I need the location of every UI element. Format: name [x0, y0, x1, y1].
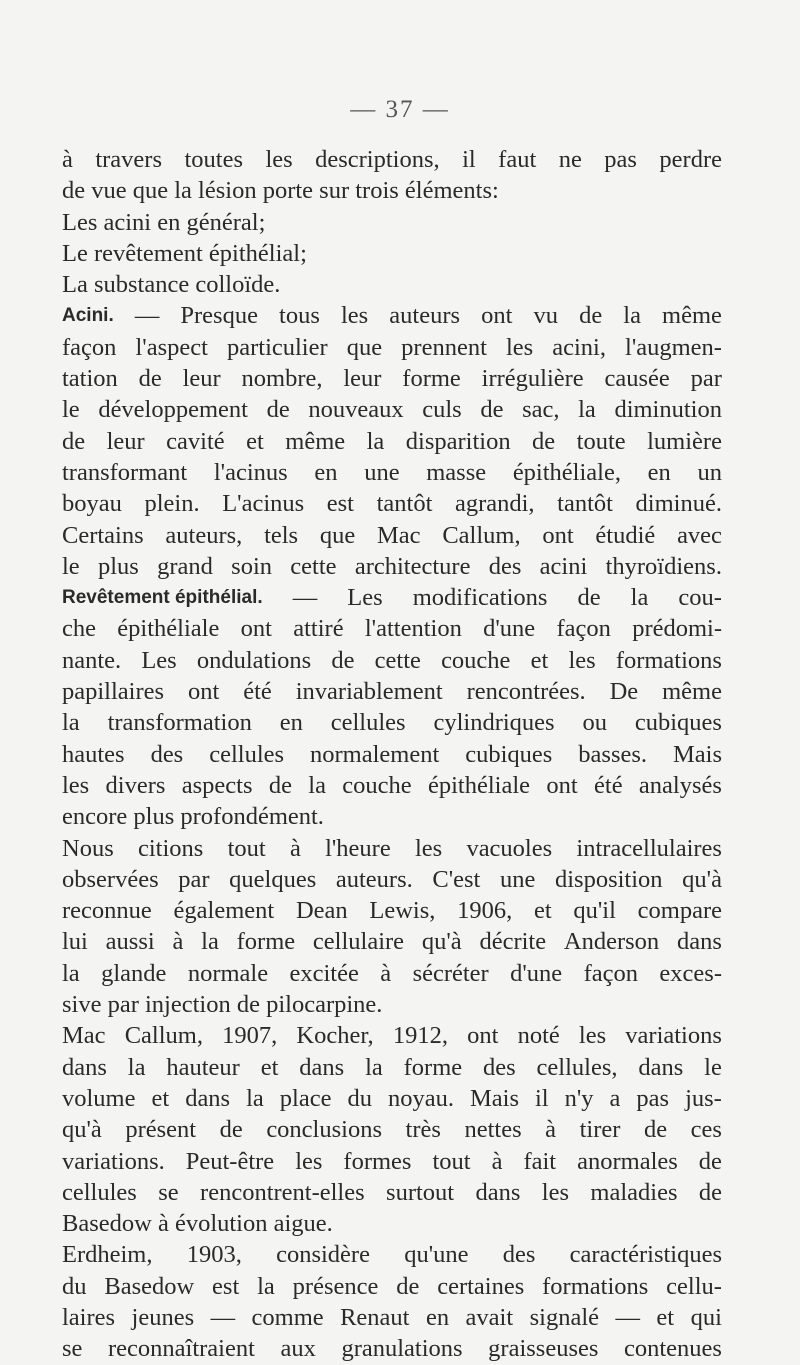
text-line: nante. Les ondulations de cette couche et les formations [62, 646, 722, 674]
text-line: la glande normale excitée à sécréter d'une façon exces- [62, 959, 722, 987]
text-line: Revêtement épithélial. — Les modifications de la cou- [62, 582, 722, 613]
text-line: Les acini en général; [62, 208, 266, 236]
text-line: le développement de nouveaux culs de sac, la diminution [62, 396, 722, 424]
text-line: reconnue également Dean Lewis, 1906, et qu'il compare [62, 897, 722, 925]
text-line: du Basedow est la présence de certaines formations cellu- [62, 1272, 722, 1300]
text-line: de vue que la lésion porte sur trois éléments: [62, 177, 499, 205]
text-line: Nous citions tout à l'heure les vacuoles intracellulaires [62, 834, 722, 862]
text-line: boyau plein. L'acinus est tantôt agrandi, tantôt diminué. [62, 490, 722, 518]
text-line: La substance colloïde. [62, 271, 281, 299]
text-line: Certains auteurs, tels que Mac Callum, ont étudié avec [62, 521, 722, 549]
text-line: qu'à présent de conclusions très nettes à tirer de ces [62, 1116, 722, 1144]
section-heading: Acini. [62, 305, 114, 327]
text-line: lui aussi à la forme cellulaire qu'à décrite Anderson dans [62, 928, 722, 956]
text-line: Mac Callum, 1907, Kocher, 1912, ont noté les variations [62, 1022, 722, 1050]
page-number: — 37 — [350, 96, 450, 123]
text-line: de leur cavité et même la disparition de toute lumière [62, 427, 722, 455]
text-line: les divers aspects de la couche épithéliale ont été analysés [62, 771, 722, 799]
text-line: Le revêtement épithélial; [62, 239, 307, 267]
text-line: volume et dans la place du noyau. Mais il n'y a pas jus- [62, 1084, 722, 1112]
text-line: encore plus profondément. [62, 803, 324, 831]
text-line: variations. Peut-être les formes tout à fait anormales de [62, 1147, 722, 1175]
text-line: la transformation en cellules cylindriques ou cubiques [62, 709, 722, 737]
section-heading: Revêtement épithélial. [62, 587, 263, 609]
text-line: à travers toutes les descriptions, il faut ne pas perdre [62, 146, 722, 173]
text-line: observées par quelques auteurs. C'est une disposition qu'à [62, 865, 722, 893]
text-line: laires jeunes — comme Renaut en avait signalé — et qui [62, 1303, 722, 1331]
text-line: papillaires ont été invariablement rencontrées. De même [62, 678, 722, 706]
text-line: façon l'aspect particulier que prennent les acini, l'augmen- [62, 333, 722, 361]
text-line: hautes des cellules normalement cubiques basses. Mais [62, 740, 722, 768]
text-line: transformant l'acinus en une masse épithéliale, en un [62, 458, 722, 486]
text-line: che épithéliale ont attiré l'attention d'une façon prédomi- [62, 615, 722, 643]
text-line: sive par injection de pilocarpine. [62, 991, 383, 1019]
text-line: le plus grand soin cette architecture des acini thyroïdiens. [62, 552, 722, 580]
text-line: se reconnaîtraient aux granulations graisseuses contenues [62, 1335, 722, 1363]
text-line: Acini. — Presque tous les auteurs ont vu de la même [62, 300, 722, 331]
text-line: tation de leur nombre, leur forme irrégulière causée par [62, 365, 722, 393]
text-line: Basedow à évolution aigue. [62, 1210, 333, 1238]
text-line: cellules se rencontrent-elles surtout dans les maladies de [62, 1178, 722, 1206]
text-line: Erdheim, 1903, considère qu'une des caractéristiques [62, 1241, 722, 1269]
body-text [62, 144, 722, 1365]
text-line: dans la hauteur et dans la forme des cellules, dans le [62, 1053, 722, 1081]
